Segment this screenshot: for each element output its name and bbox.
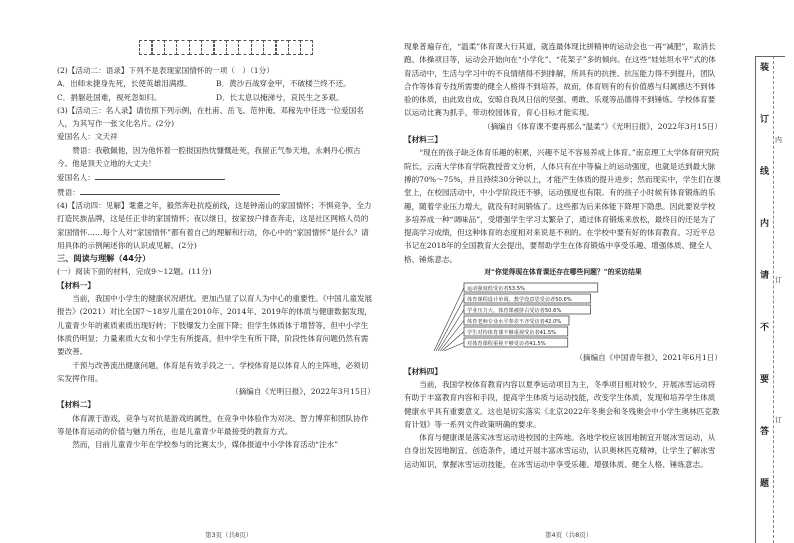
binding-small-char: 内 xyxy=(775,136,782,144)
m2-continued: 现象普遍存在，“温柔”体育课大行其道，就连最体现比拼精神的运动会也一再“减肥”，取消长跑、体操项目等，运动会开始向在“小学化”、“花架子”多的倾向。在这些“娃娃坦水平”式的体育活动中，生活与学习中的不良情绪得不到排解，所具有的抗挫、抗压能力得不到提升，团队合作等体育专技所需要的健全人格得不到培养，故而，体育则有的有价值感与归属感达不到体验的体质，由此致自成、安晾自我风日信的坚强、勇敢、乐观等品德得不到锤炼。学校体育要以运动比赛为抓手，带动校园体育，育心目标才能实现。 xyxy=(404,42,716,118)
q4-text: (4)【活动四：见解】耄耋之年，毅然奔赴抗疫前线，这是钟南山的家国情怀；不惧竞争，全力打造民族品牌，这是任正非的家国情怀；夜以继日，按家按户排查奔走，这是社区网格人员的家国情怀……每个人对“家国情怀”都有着自己的理解和行动，你心中的“家国情怀”是什么？请用具体的示例阐述你的认识或见解。(2分) xyxy=(57,200,372,250)
survey-chart-svg xyxy=(404,279,722,351)
answer-grid-cell[interactable] xyxy=(251,40,264,55)
m1-source: （摘编自《光明日报》，2022年3月15日） xyxy=(231,387,375,397)
answer-grid-cell[interactable] xyxy=(300,40,313,55)
answer-grid-cell[interactable] xyxy=(226,40,239,55)
answer-grid-cell[interactable] xyxy=(288,40,301,55)
m1-title: 【材料一】 xyxy=(57,280,95,290)
m2-source: （摘编自《体育课不要再那么“温柔”》《光明日报》，2022年3月15日） xyxy=(482,121,722,131)
m4-title: 【材料四】 xyxy=(404,366,442,376)
m4-p1: 当前，我国学校体育教育内容以夏季运动项目为主，冬季项目相对较少，开展冰雪运动将有助于丰富教育内容和手段，提高学生体质与运动技能，改变学生体质，发现和培养学生体质健康水平具有重要意义。这也是切实落实《北京2022年冬奥会和冬残奥会中小学生奥林匹克教育计划》等一系列文件政策明确的要求。 xyxy=(404,379,720,429)
answer-grid-cell[interactable] xyxy=(238,40,251,55)
m1-p2: 千预与改善流出健康问题，体育是有效手段之一。学校体育是以体育人的主阵地，必须切实发挥作用。 xyxy=(57,360,369,383)
chart-fan-line xyxy=(434,288,464,352)
binding-char: 请 xyxy=(760,271,770,281)
q3-praise-label: 赞语： xyxy=(57,187,80,197)
binding-top-bar xyxy=(755,56,785,57)
sub1-title: (一）阅读下面的材料，完成9～12题。(11分) xyxy=(57,267,212,277)
chart-title: 对“你觉得现在体育课还存在哪些问题？”的采访结果 xyxy=(484,268,642,277)
q2-option-d: D．长太息以掩涕兮，哀民生之多艰。 xyxy=(216,92,344,102)
answer-grid-cell[interactable] xyxy=(201,40,214,55)
chart-bar-label: 运动强度低受访者53.5% xyxy=(467,286,525,293)
q2-option-c: C．捐躯赴国难，视死忽如归。 xyxy=(57,92,162,102)
page-right xyxy=(404,40,722,471)
binding-small-char: 订 xyxy=(775,416,782,424)
answer-grid-cell[interactable] xyxy=(276,40,289,55)
page-number-left: 第3页（共8页） xyxy=(205,531,253,539)
chart-source: （摘编自《中国青年报》，2021年6月1日） xyxy=(575,353,722,363)
binding-strip xyxy=(735,0,794,543)
page-number-right: 第4页（共8页） xyxy=(545,531,593,539)
q2-option-b: B．黄沙百战穿金甲，不破楼兰终不还。 xyxy=(216,79,351,89)
chart-bar-label: 体育课程设计单调，教学没意思受访者50.6% xyxy=(467,297,572,304)
survey-chart xyxy=(404,279,722,351)
binding-dashed-line xyxy=(773,56,774,543)
binding-line xyxy=(755,56,756,543)
chart-fan-line xyxy=(436,299,464,352)
q2-title: (2)【活动二：语录】下列不是表现家国情怀的一项（ ）（1分） xyxy=(57,66,274,75)
m2-title: 【材料二】 xyxy=(57,400,95,410)
binding-char: 题 xyxy=(760,479,770,489)
m3-title: 【材料三】 xyxy=(404,135,442,145)
answer-grid-cell[interactable] xyxy=(214,40,227,55)
binding-char: 要 xyxy=(760,375,770,385)
q3-example-praise: 赞语：我敬佩他，因为他怀着一腔报国热忱慷慨赴死，我留正气参天地，永剩丹心照古今。他是顶天立地的大丈夫！ xyxy=(57,145,361,169)
chart-bar-label: 对体育课程重视不够受访者41.5% xyxy=(467,341,546,348)
binding-small-char: 订 xyxy=(775,276,782,284)
chart-fan-line xyxy=(438,310,464,352)
chart-bar-label: 体育老师专业水平参差不齐受访者42.0% xyxy=(467,319,562,326)
chart-bar-label: 学业压力大，体育课被挤占受访者50.6% xyxy=(467,308,562,315)
answer-grid-cell[interactable] xyxy=(139,40,152,55)
chart-fan-line xyxy=(440,321,464,352)
binding-char: 内 xyxy=(760,219,770,229)
q3-praise-blank[interactable] xyxy=(80,185,280,195)
answer-grid-cell[interactable] xyxy=(152,40,165,55)
binding-char: 答 xyxy=(760,427,770,437)
q3-title: (3)【活动三：名人录】请仿照下列示例，在杜甫、岳飞、范仲淹、邓稼先中任选一位爱国名人，为其写作一张文化名片。(2分) xyxy=(57,105,364,129)
q3-name-line xyxy=(57,170,375,184)
m2-p2: 然而，目前儿童青少年在学校参与的比赛太少，媒体报道中小学体育活动“注水” xyxy=(72,440,339,450)
m2-p1: 体育源于游戏，竞争与对抗是游戏的属性，在竞争中体验作为对决、智力博弈和团队协作等是体育运动的价值与魅力所在，也是儿童青少年最接受的教育方式。 xyxy=(57,413,369,437)
m3-p1: “现在的孩子缺乏体育乐趣的积累，兴趣不足不容易养成上体育。”南京理工大学体育研究院院长、云南大学体育学院教授曾文分析，人体只有在中等偏上的运动强度，也就是达到最大脉搏的70%～75%，并且持续30分钟以上，才能产生体质的提升进步；然而现实中，学生们在课堂上，在校园活动中，中小学阶段还不够，运动强度也有限。有的孩子小时候有体育锻炼的乐趣，随着学业压力增大，就没有时间锻炼了。这些都为后来体能下降埋下隐患。因此要说学校多培养成一种“调味品”，受增强学生学习太繁杂了，通过体育锻炼来放松，最终目的还是为了提高学习成绩，但这种体育的态度相对来说是不利的。在学校中要有好的体育教育。习近平总书记在2018年的全国教育大会提出，要帮助学生在体育锻炼中享受乐趣、增强体质、健全人格、锤炼意志。 xyxy=(404,148,721,264)
m4-p2: 体育与健康课是落实冰雪运动进校园的主阵地。各地学校应该因地制宜开展冰雪运动，从自身出发因地制宜、创造条件，通过开展丰富冰雪运动，认识奥林匹克精神，让学生了解冰雪运动知识，掌握冰雪运动技能，在冰雪运动中享受乐趣、增强体质、健全人格、锤炼意志。 xyxy=(404,433,716,469)
answer-grid-cell[interactable] xyxy=(263,40,276,55)
binding-char: 装 xyxy=(760,63,770,73)
answer-grid-cell[interactable] xyxy=(164,40,177,55)
q2-option-a: A．出师未捷身先死，长使英雄泪满襟。 xyxy=(57,79,192,89)
chart-bar-label: 学生对待体育课不够重视受访者41.5% xyxy=(467,330,557,337)
q3-name-label: 爱国名人： xyxy=(57,173,95,183)
binding-char: 线 xyxy=(760,167,770,177)
q3-example-name: 爱国名人：文天祥 xyxy=(57,132,118,142)
chart-bar-5 xyxy=(444,338,568,351)
q2-options xyxy=(57,77,375,104)
section3-title: 三、阅读与理解（44分） xyxy=(57,253,151,264)
binding-char: 不 xyxy=(760,323,770,333)
q3-praise-line xyxy=(57,185,375,199)
answer-grid xyxy=(140,40,313,55)
m1-p1: 当前，我国中小学生的健康状况堪忧。更加凸显了以育人为中心的重要性。《中国儿童发展报告》(2021）对比全国7～18岁儿童在2010年、2014年、2019年的体质与健康数据发现，儿童青少年的素质素质出现好转；下肢爆发力全面下降；但学生体质体于增替等，但中小学生体质仍明显；力量素质大女和小学生有所提高，但中学生有所下降，阶段性体育问题仍然有需要改善。 xyxy=(57,294,373,357)
q3-name-blank[interactable] xyxy=(95,170,225,180)
answer-grid-cell[interactable] xyxy=(176,40,189,55)
answer-grid-cell[interactable] xyxy=(189,40,202,55)
page-left xyxy=(57,64,375,452)
binding-char: 订 xyxy=(760,115,770,125)
